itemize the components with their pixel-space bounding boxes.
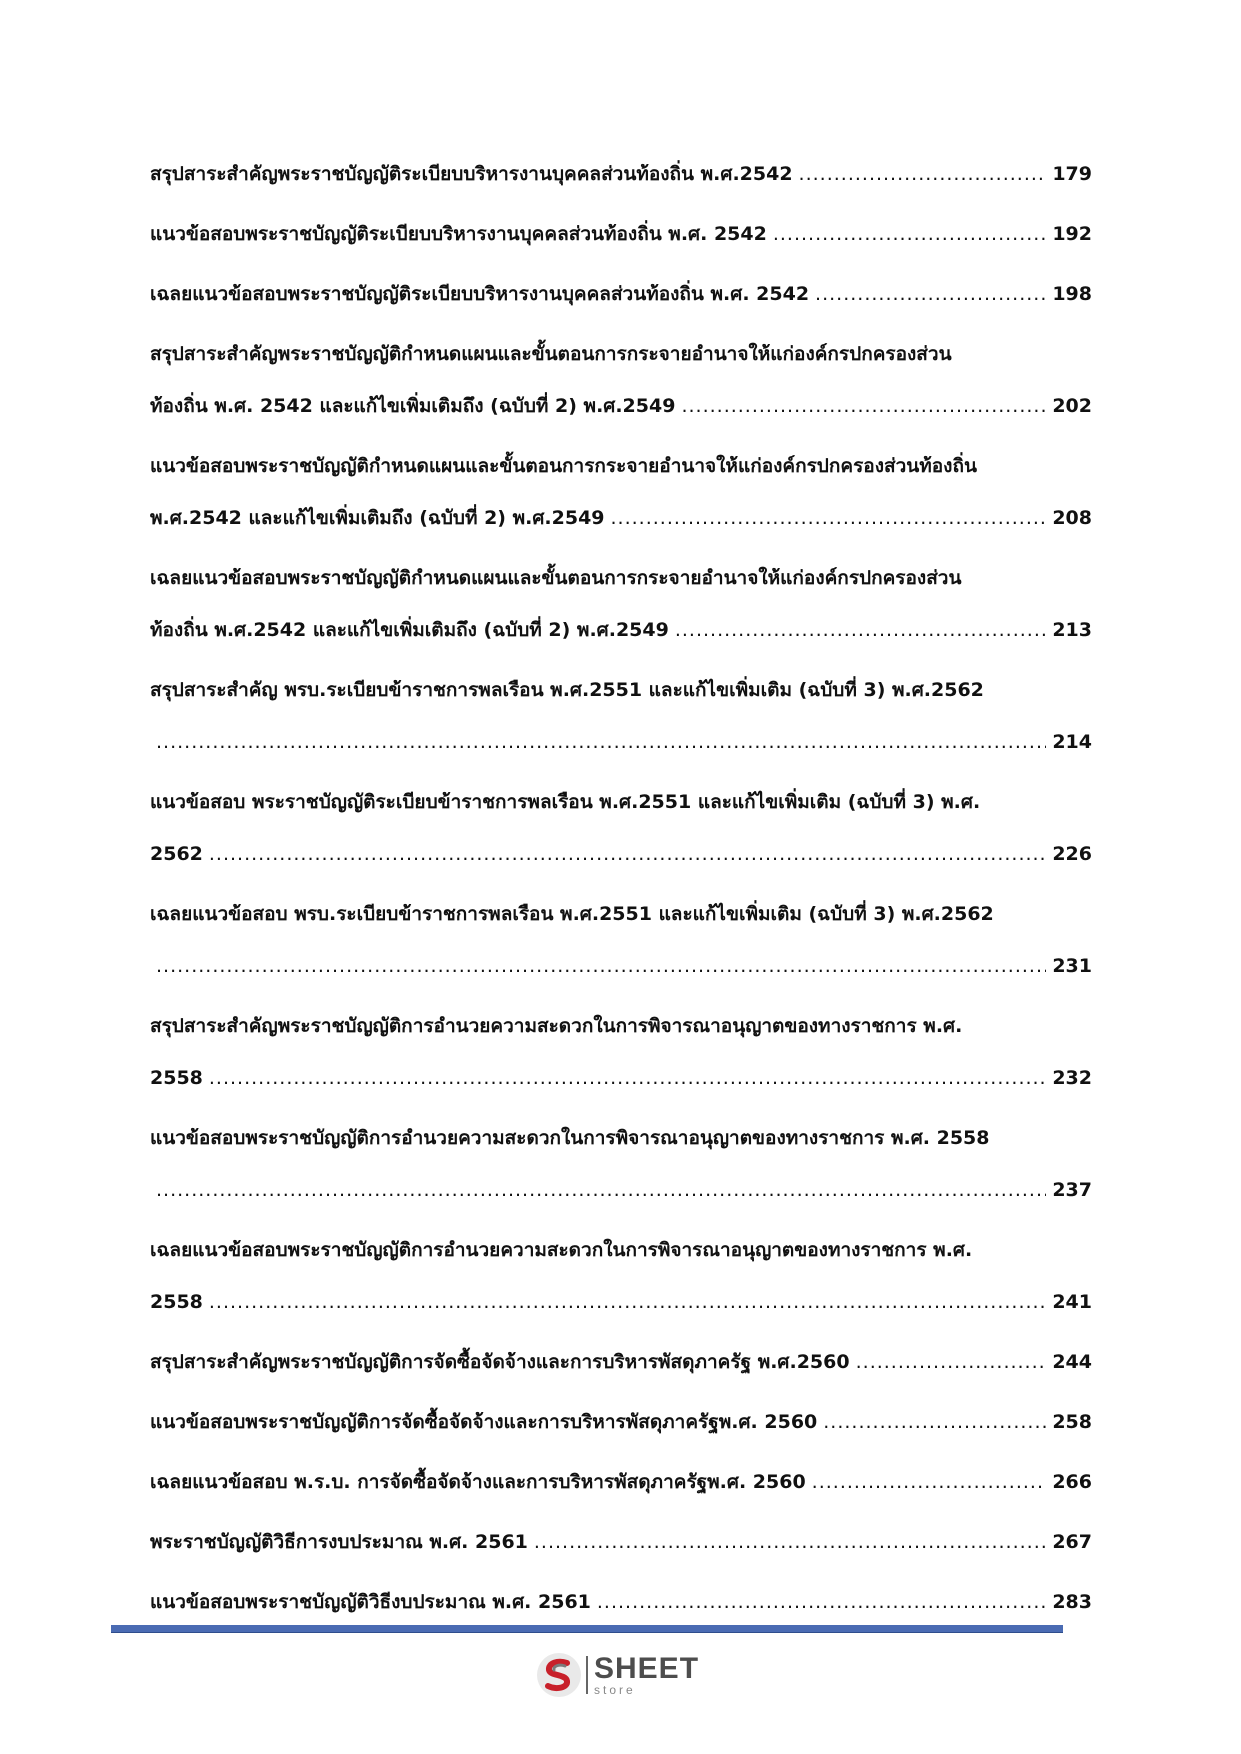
toc-entry-line [150, 604, 1092, 656]
toc-entry-line [150, 1164, 1092, 1216]
toc-page-number: 241 [1052, 1291, 1092, 1313]
toc-entry-line [150, 1276, 1092, 1328]
toc-entry[interactable] [150, 1576, 1092, 1628]
toc-entry-title: พ.ศ.2542 และแก้ไขเพิ่มเติมถึง (ฉบับที่ 2) พ.ศ.2549 [150, 507, 605, 529]
dot-leader [156, 1164, 1046, 1216]
toc-page-number: 192 [1052, 223, 1092, 245]
toc-page-number: 213 [1052, 619, 1092, 641]
dot-leader [611, 492, 1047, 544]
toc-entry-title: 2558 [150, 1291, 203, 1313]
dot-leader [534, 1516, 1046, 1568]
dot-leader [209, 828, 1046, 880]
toc-entry-line [150, 1516, 1092, 1568]
toc-entry[interactable] [150, 268, 1092, 320]
toc-page-number: 267 [1052, 1531, 1092, 1553]
toc-entry-line [150, 716, 1092, 768]
dot-leader [812, 1456, 1047, 1508]
toc-entry-title: สรุปสาระสำคัญพระราชบัญญัติระเบียบบริหารงานบุคคลส่วนท้องถิ่น พ.ศ.2542 [150, 163, 793, 185]
toc-entry-line [150, 1456, 1092, 1508]
toc-entry[interactable] [150, 1456, 1092, 1508]
toc-entry-title: แนวข้อสอบพระราชบัญญัติระเบียบบริหารงานบุคคลส่วนท้องถิ่น พ.ศ. 2542 [150, 223, 767, 245]
toc-entry-title: ท้องถิ่น พ.ศ.2542 และแก้ไขเพิ่มเติมถึง (ฉบับที่ 2) พ.ศ.2549 [150, 619, 669, 641]
sheet-store-logo [536, 1650, 699, 1700]
toc-entry-title: แนวข้อสอบพระราชบัญญัติกำหนดแผนและขั้นตอนการกระจายอำนาจให้แก่องค์กรปกครองส่วนท้องถิ่น [150, 455, 977, 477]
dot-leader [856, 1336, 1047, 1388]
toc-entry-title: เฉลยแนวข้อสอบพระราชบัญญัติกำหนดแผนและขั้นตอนการกระจายอำนาจให้แก่องค์กรปกครองส่วน [150, 567, 962, 589]
toc-page-number: 179 [1052, 163, 1092, 185]
dot-leader [823, 1396, 1046, 1448]
toc-entry[interactable] [150, 1000, 1092, 1104]
toc-entry[interactable] [150, 148, 1092, 200]
logo-subtitle: store [594, 1683, 636, 1697]
toc-entry-title: 2558 [150, 1067, 203, 1089]
toc-page-number: 208 [1052, 507, 1092, 529]
dot-leader [815, 268, 1046, 320]
dot-leader [209, 1276, 1046, 1328]
toc-entry[interactable] [150, 440, 1092, 544]
logo-name: SHEET [594, 1652, 700, 1685]
toc-entry-title: พระราชบัญญัติวิธีการงบประมาณ พ.ศ. 2561 [150, 1531, 528, 1553]
toc-entry-line [150, 828, 1092, 880]
toc-entry-title: แนวข้อสอบพระราชบัญญัติการจัดซื้อจัดจ้างและการบริหารพัสดุภาครัฐพ.ศ. 2560 [150, 1411, 818, 1433]
toc-entry-line [150, 1576, 1092, 1628]
dot-leader [675, 604, 1047, 656]
toc-page-number: 258 [1052, 1411, 1092, 1433]
toc-entry-line [150, 440, 1092, 492]
dot-leader [773, 208, 1047, 260]
toc-entry-line [150, 208, 1092, 260]
toc-entry[interactable] [150, 552, 1092, 656]
toc-entry-title: สรุปสาระสำคัญพระราชบัญญัติกำหนดแผนและขั้นตอนการกระจายอำนาจให้แก่องค์กรปกครองส่วน [150, 343, 952, 365]
toc-page-number: 283 [1052, 1591, 1092, 1613]
toc-entry[interactable] [150, 1224, 1092, 1328]
toc-entry-line [150, 664, 1092, 716]
toc-entry[interactable] [150, 1396, 1092, 1448]
toc-entry-line [150, 492, 1092, 544]
toc-entry-title: ท้องถิ่น พ.ศ. 2542 และแก้ไขเพิ่มเติมถึง (ฉบับที่ 2) พ.ศ.2549 [150, 395, 676, 417]
toc-entry-title: สรุปสาระสำคัญพระราชบัญญัติการจัดซื้อจัดจ้างและการบริหารพัสดุภาครัฐ พ.ศ.2560 [150, 1351, 850, 1373]
toc-entry-line [150, 328, 1092, 380]
toc-page-number: 214 [1052, 731, 1092, 753]
toc-entry-line [150, 888, 1092, 940]
toc-entry-title: 2562 [150, 843, 203, 865]
toc-entry-title: เฉลยแนวข้อสอบ พรบ.ระเบียบข้าราชการพลเรือน พ.ศ.2551 และแก้ไขเพิ่มเติม (ฉบับที่ 3) พ.ศ.2562 [150, 903, 994, 925]
toc-page-number: 231 [1052, 955, 1092, 977]
toc-entry-line [150, 1000, 1092, 1052]
toc-page-number: 237 [1052, 1179, 1092, 1201]
toc-entry-title: สรุปสาระสำคัญ พรบ.ระเบียบข้าราชการพลเรือน พ.ศ.2551 และแก้ไขเพิ่มเติม (ฉบับที่ 3) พ.ศ.2562 [150, 679, 984, 701]
toc-entry-line [150, 1224, 1092, 1276]
dot-leader [209, 1052, 1046, 1104]
toc-entry-line [150, 380, 1092, 432]
logo-separator [586, 1656, 588, 1694]
dot-leader [681, 380, 1046, 432]
toc-page-number: 198 [1052, 283, 1092, 305]
toc-entry-line [150, 1396, 1092, 1448]
toc-page-number: 244 [1052, 1351, 1092, 1373]
toc-entry-title: เฉลยแนวข้อสอบพระราชบัญญัติการอำนวยความสะดวกในการพิจารณาอนุญาตของทางราชการ พ.ศ. [150, 1239, 973, 1261]
toc-entry-title: แนวข้อสอบพระราชบัญญัติการอำนวยความสะดวกในการพิจารณาอนุญาตของทางราชการ พ.ศ. 2558 [150, 1127, 990, 1149]
toc-entry-line [150, 148, 1092, 200]
dot-leader [156, 716, 1046, 768]
toc-entry-line [150, 268, 1092, 320]
toc-entry-title: เฉลยแนวข้อสอบ พ.ร.บ. การจัดซื้อจัดจ้างและการบริหารพัสดุภาครัฐพ.ศ. 2560 [150, 1471, 806, 1493]
toc-entry-line [150, 940, 1092, 992]
dot-leader [156, 940, 1046, 992]
toc-entry[interactable] [150, 888, 1092, 992]
table-of-contents [150, 148, 1092, 1628]
dot-leader [799, 148, 1047, 200]
toc-page-number: 226 [1052, 843, 1092, 865]
toc-entry-title: เฉลยแนวข้อสอบพระราชบัญญัติระเบียบบริหารงานบุคคลส่วนท้องถิ่น พ.ศ. 2542 [150, 283, 810, 305]
toc-entry-line [150, 1112, 1092, 1164]
toc-entry[interactable] [150, 1336, 1092, 1388]
toc-entry-line [150, 776, 1092, 828]
toc-entry-title: สรุปสาระสำคัญพระราชบัญญัติการอำนวยความสะดวกในการพิจารณาอนุญาตของทางราชการ พ.ศ. [150, 1015, 963, 1037]
sheet-store-s-icon [536, 1652, 582, 1698]
toc-entry-line [150, 1052, 1092, 1104]
toc-entry-line [150, 1336, 1092, 1388]
toc-page-number: 232 [1052, 1067, 1092, 1089]
toc-entry-title: แนวข้อสอบ พระราชบัญญัติระเบียบข้าราชการพลเรือน พ.ศ.2551 และแก้ไขเพิ่มเติม (ฉบับที่ 3) พ.ศ. [150, 791, 981, 813]
toc-entry[interactable] [150, 208, 1092, 260]
toc-entry[interactable] [150, 1516, 1092, 1568]
toc-entry-title: แนวข้อสอบพระราชบัญญัติวิธีงบประมาณ พ.ศ. 2561 [150, 1591, 591, 1613]
toc-entry[interactable] [150, 328, 1092, 432]
dot-leader [597, 1576, 1046, 1628]
footer-divider [111, 1625, 1063, 1633]
toc-entry[interactable] [150, 776, 1092, 880]
toc-entry[interactable] [150, 1112, 1092, 1216]
toc-entry[interactable] [150, 664, 1092, 768]
logo-wordmark [594, 1654, 699, 1696]
toc-page-number: 202 [1052, 395, 1092, 417]
toc-entry-line [150, 552, 1092, 604]
toc-page-number: 266 [1052, 1471, 1092, 1493]
